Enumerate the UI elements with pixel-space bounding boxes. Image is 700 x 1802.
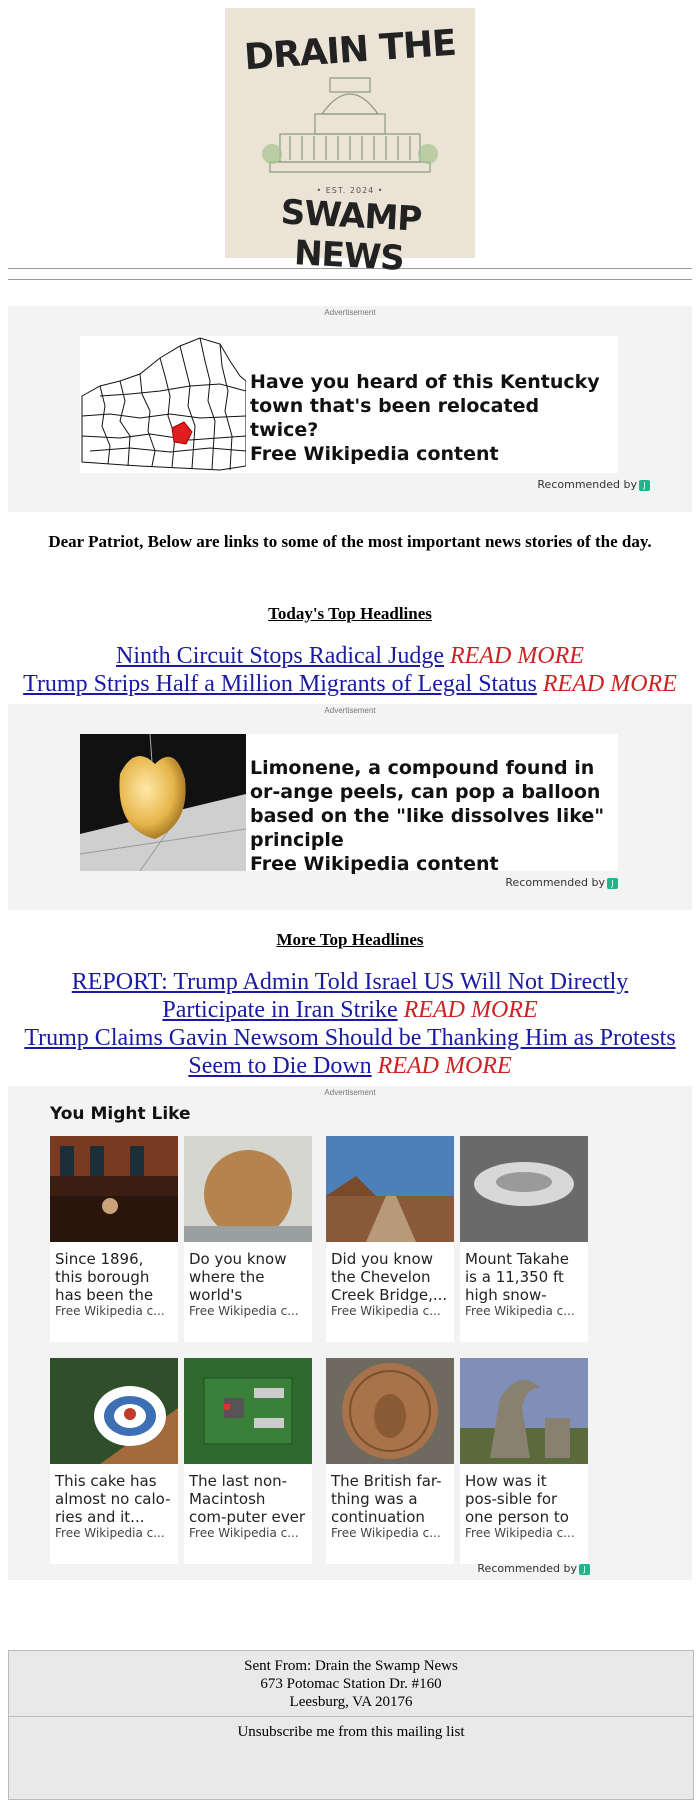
recommended-by[interactable]: Recommended by J	[477, 1562, 590, 1575]
footer-unsubscribe-row	[9, 1717, 693, 1799]
tile-caption: How was it pos-sible for one person to	[465, 1472, 569, 1526]
advertisement-2	[8, 704, 692, 910]
tile-caption: The last non-Macintosh com-puter ever	[189, 1472, 306, 1526]
logo-est: • EST. 2024 •	[316, 186, 384, 195]
tile-caption: The British far-thing was a continuation	[331, 1472, 442, 1526]
headline-list	[0, 968, 700, 1080]
read-more-link[interactable]: READ MORE	[542, 671, 677, 697]
tile-image	[460, 1136, 588, 1242]
advertisement-3	[8, 1086, 692, 1580]
tile-source: Free Wikipedia c...	[189, 1304, 299, 1318]
tile-source: Free Wikipedia c...	[55, 1526, 165, 1540]
tile-image	[326, 1358, 454, 1464]
unsubscribe-link[interactable]: Unsubscribe me from this mailing list	[237, 1724, 465, 1740]
headline-item	[0, 968, 700, 1024]
capitol-icon	[260, 74, 440, 184]
ad-label: Advertisement	[324, 1088, 376, 1097]
ad-label: Advertisement	[324, 706, 376, 715]
read-more-link[interactable]: READ MORE	[403, 997, 538, 1023]
tile-source: Free Wikipedia c...	[331, 1304, 441, 1318]
ad-card[interactable]	[80, 336, 618, 473]
headline-item	[0, 1024, 700, 1080]
recommended-by[interactable]: Recommended by J	[537, 478, 650, 491]
ad-label: Advertisement	[324, 308, 376, 317]
section-title-top-headlines: Today's Top Headlines	[268, 604, 432, 623]
tile-image	[184, 1136, 312, 1242]
recommendation-tile[interactable]	[326, 1358, 454, 1564]
recommender-logo-icon: J	[579, 1564, 590, 1575]
tile-caption: Mount Takahe is a 11,350 ft high snow-	[465, 1250, 570, 1304]
newsletter-logo	[225, 8, 475, 279]
tile-image	[326, 1136, 454, 1242]
recommendation-tile[interactable]	[50, 1358, 178, 1564]
tile-image	[50, 1136, 178, 1242]
recommendation-tile[interactable]	[326, 1136, 454, 1342]
tile-image	[460, 1358, 588, 1464]
divider	[8, 279, 692, 280]
headline-list	[0, 642, 700, 698]
footer-address-line2: Leesburg, VA 20176	[289, 1694, 413, 1710]
read-more-link[interactable]: READ MORE	[377, 1053, 512, 1079]
recommendation-tile[interactable]	[50, 1136, 178, 1342]
tile-source: Free Wikipedia c...	[189, 1526, 299, 1540]
headline-link[interactable]: REPORT: Trump Admin Told Israel US Will Not Directly Participate in Iran Strike	[71, 969, 629, 1023]
balloon-image	[80, 734, 246, 871]
intro-text: Dear Patriot, Below are links to some of the most important news stories of the day.	[48, 532, 652, 551]
ad-headline[interactable]: Have you heard of this Kentucky town that's been relocated twice? Free Wikipedia content	[250, 371, 600, 465]
recommendation-tile[interactable]	[184, 1136, 312, 1342]
tile-source: Free Wikipedia c...	[55, 1304, 165, 1318]
tile-source: Free Wikipedia c...	[465, 1304, 575, 1318]
logo-line2: SWAMP NEWS	[279, 192, 423, 279]
section-title-more-headlines: More Top Headlines	[276, 930, 424, 949]
logo-line1: DRAIN THE	[242, 22, 458, 79]
recommended-by[interactable]: Recommended by J	[505, 876, 618, 889]
tile-caption: Since 1896, this borough has been the	[55, 1250, 154, 1304]
footer-address-line1: 673 Potomac Station Dr. #160	[260, 1676, 442, 1692]
recommender-logo-icon: J	[607, 878, 618, 889]
kentucky-map-image	[80, 336, 246, 473]
tile-caption: Do you know where the world's	[189, 1250, 287, 1304]
recommendation-tile[interactable]	[460, 1358, 588, 1564]
read-more-link[interactable]: READ MORE	[450, 643, 584, 669]
recommender-logo-icon: J	[639, 480, 650, 491]
ad-card[interactable]	[80, 734, 618, 875]
you-might-like-title: You Might Like	[50, 1104, 191, 1124]
headline-link[interactable]: Trump Claims Gavin Newsom Should be Thanking Him as Protests Seem to Die Down	[24, 1025, 676, 1079]
tile-caption: This cake has almost no calo-ries and it...	[55, 1472, 171, 1526]
footer	[8, 1650, 694, 1800]
advertisement-1	[8, 306, 692, 512]
tile-source: Free Wikipedia c...	[465, 1526, 575, 1540]
recommendation-tile[interactable]	[460, 1136, 588, 1342]
tile-caption: Did you know the Chevelon Creek Bridge,...	[331, 1250, 448, 1304]
tile-image	[50, 1358, 178, 1464]
headline-item	[0, 670, 700, 698]
headline-item	[0, 642, 700, 670]
ad-headline[interactable]: Limonene, a compound found in or-ange peels, can pop a balloon based on the "like dissolves like" principle Free Wikipedia content	[250, 757, 605, 875]
footer-sent-from: Sent From: Drain the Swamp News	[244, 1658, 458, 1674]
headline-link[interactable]: Trump Strips Half a Million Migrants of Legal Status	[23, 671, 537, 697]
headline-link[interactable]: Ninth Circuit Stops Radical Judge	[116, 643, 444, 669]
tile-source: Free Wikipedia c...	[331, 1526, 441, 1540]
recommendation-tile[interactable]	[184, 1358, 312, 1564]
footer-address	[9, 1651, 693, 1717]
tile-image	[184, 1358, 312, 1464]
